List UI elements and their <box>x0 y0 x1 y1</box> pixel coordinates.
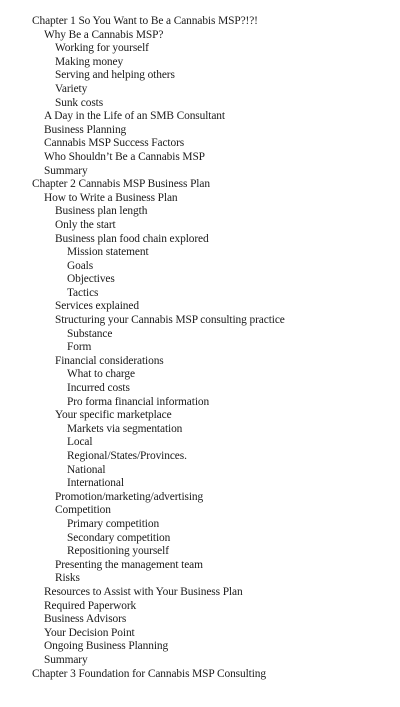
toc-entry: Ongoing Business Planning <box>44 640 169 653</box>
toc-entry: Presenting the management team <box>55 558 203 571</box>
toc-entry: Objectives <box>67 273 115 286</box>
toc-entry: Making money <box>55 55 124 68</box>
toc-entry: Regional/States/Provinces. <box>67 450 187 462</box>
toc-entry: Pro forma financial information <box>67 395 210 408</box>
toc-entry: Who Shouldn’t Be a Cannabis MSP <box>44 150 205 163</box>
toc-entry: Summary <box>44 653 88 666</box>
toc-entry: Resources to Assist with Your Business Plan <box>44 585 243 598</box>
toc-entry: Goals <box>67 259 94 272</box>
toc-entry: Serving and helping others <box>55 69 175 82</box>
toc-entry: Structuring your Cannabis MSP consulting practice <box>55 314 285 327</box>
toc-entry: Your Decision Point <box>44 626 135 639</box>
toc-entry: Substance <box>67 327 113 340</box>
toc-entry: Risks <box>55 572 80 585</box>
toc-entry: A Day in the Life of an SMB Consultant <box>44 110 225 123</box>
toc-entry: Promotion/marketing/advertising <box>55 490 204 503</box>
toc-entry: Why Be a Cannabis MSP? <box>44 28 164 41</box>
toc-entry: Business Advisors <box>44 613 127 626</box>
toc-entry: Secondary competition <box>67 531 171 544</box>
toc-entry: What to charge <box>67 368 135 381</box>
toc-entry: Incurred costs <box>67 382 130 395</box>
toc-entry: Mission statement <box>67 246 149 259</box>
toc-entry: International <box>67 477 124 490</box>
toc-entry: Business Planning <box>44 123 127 136</box>
toc-entry: Business plan length <box>55 205 148 218</box>
toc-entry: Primary competition <box>67 517 160 530</box>
chapter-heading: Chapter 3 Foundation for Cannabis MSP Consulting <box>32 667 266 680</box>
toc-entry: Cannabis MSP Success Factors <box>44 137 185 150</box>
toc-entry: Services explained <box>55 300 139 313</box>
toc-entry: Your specific marketplace <box>55 409 172 422</box>
toc-entry: Summary <box>44 164 88 177</box>
toc-entry: Business plan food chain explored <box>55 232 209 245</box>
toc-entry: Competition <box>55 504 111 517</box>
toc-entry: Sunk costs <box>55 96 104 109</box>
toc-entry: Financial considerations <box>55 354 164 367</box>
toc-entry: Working for yourself <box>55 42 149 55</box>
toc-entry: Form <box>67 341 92 354</box>
toc-entry: Tactics <box>67 286 99 299</box>
toc-entry: Only the start <box>55 218 116 231</box>
toc-entry: Local <box>67 436 93 449</box>
toc-entry: Markets via segmentation <box>67 422 183 435</box>
toc-entry: National <box>67 463 106 476</box>
table-of-contents <box>0 15 400 681</box>
toc-entry: Repositioning yourself <box>67 545 169 558</box>
chapter-heading: Chapter 1 So You Want to Be a Cannabis MSP?!?! <box>32 15 258 27</box>
chapter-heading: Chapter 2 Cannabis MSP Business Plan <box>32 178 210 191</box>
toc-entry: Required Paperwork <box>44 599 137 612</box>
toc-entry: How to Write a Business Plan <box>44 191 178 204</box>
toc-entry: Variety <box>55 82 88 95</box>
